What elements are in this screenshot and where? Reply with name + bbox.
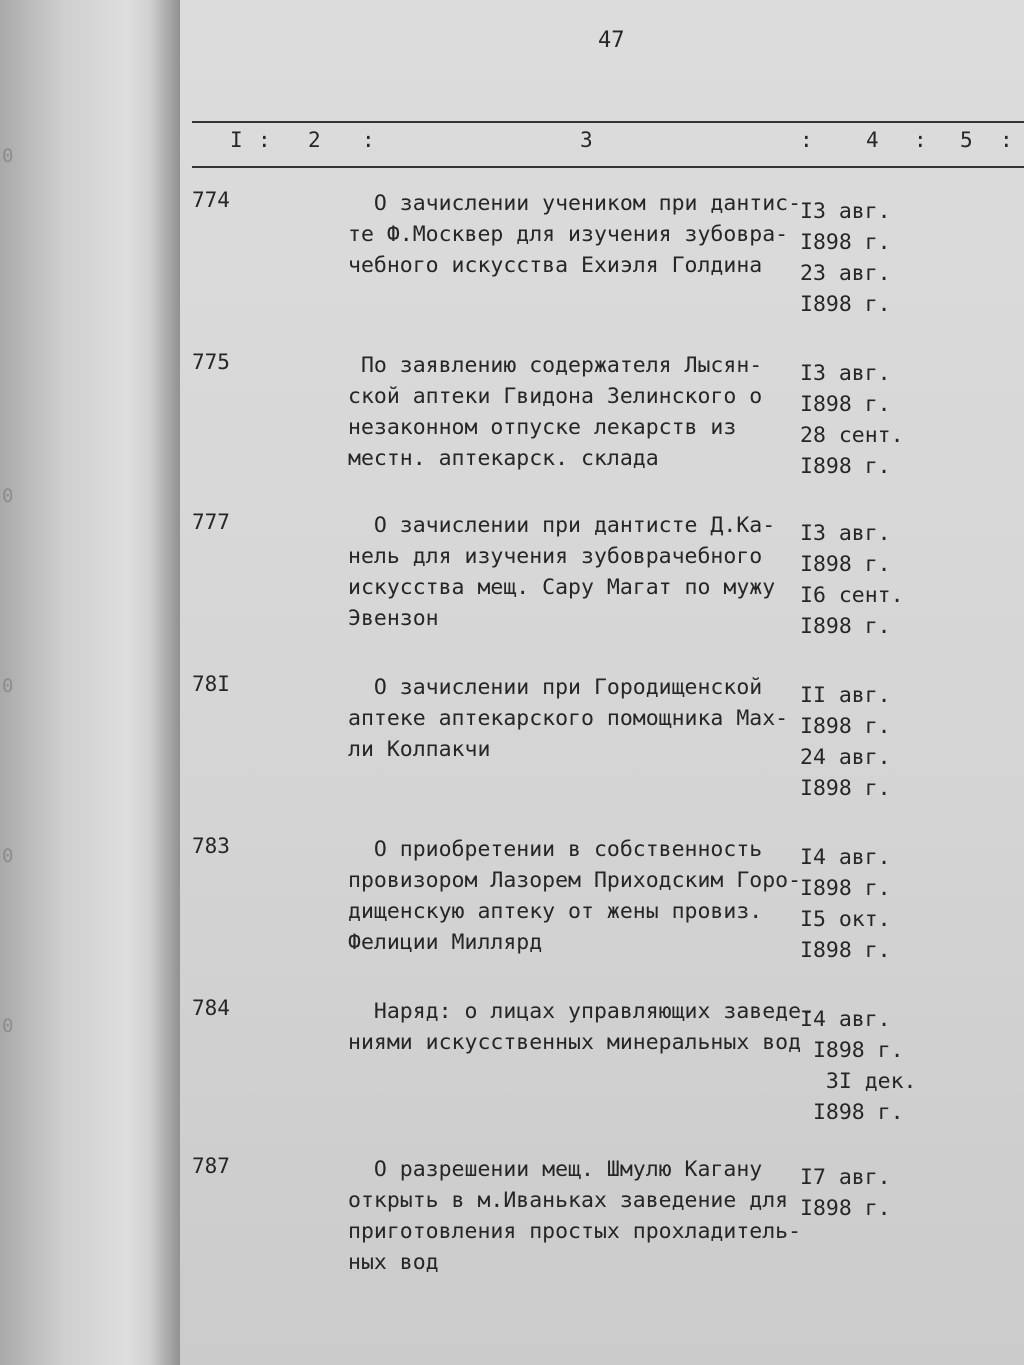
facing-page: [0, 0, 182, 1365]
document-page: [180, 0, 1024, 1365]
entry-dates: II авг. I898 г. 24 авг. I898 г.: [800, 683, 891, 801]
facing-page-text: 0: [2, 145, 25, 167]
entry-number: 787: [192, 1154, 230, 1178]
header-sep: :: [800, 128, 814, 152]
header-col3: 3: [580, 128, 594, 152]
entry-dates: I4 авг. I898 г. I5 окт. I898 г.: [800, 845, 891, 963]
page-number: 47: [598, 28, 625, 53]
page-gutter-shadow: [150, 0, 182, 1365]
facing-page-text: 0: [2, 485, 25, 507]
entry-dates: I3 авг. I898 г. I6 сент. I898 г.: [800, 521, 904, 639]
entry-dates: I7 авг. I898 г.: [800, 1165, 891, 1221]
entry-description: О зачислении учеником при дантис- те Ф.Москвер для изучения зубовра- чебного искусства Ехиэля Голдина: [348, 191, 802, 278]
entry-number: 775: [192, 350, 230, 374]
entry-description: По заявлению содержателя Лысян- ской аптеки Гвидона Зелинского о незаконном отпуске лекарств из местн. аптекарск. склада: [348, 353, 763, 471]
header-col4: 4: [866, 128, 880, 152]
table-header-bottom-rule: [192, 166, 1024, 168]
entry-dates: I3 авг. I898 г. 28 сент. I898 г.: [800, 361, 904, 479]
header-col2: 2: [308, 128, 322, 152]
header-sep: :: [362, 128, 376, 152]
entry-number: 784: [192, 996, 230, 1020]
facing-page-text: 0: [2, 1015, 25, 1037]
entry-description: Наряд: о лицах управляющих заведе- ниями искусственных минеральных вод: [348, 999, 814, 1055]
entry-dates: I3 авг. I898 г. 23 авг. I898 г.: [800, 199, 891, 317]
header-sep: :: [258, 128, 272, 152]
entry-number: 774: [192, 188, 230, 212]
header-col5: 5: [960, 128, 974, 152]
header-sep: :: [914, 128, 928, 152]
entry-description: О приобретении в собственность провизором Лазорем Приходским Горо- дищенскую аптеку от жены провиз. Фелиции Миллярд: [348, 837, 802, 955]
table-header-top-rule: [192, 121, 1024, 123]
entry-number: 777: [192, 510, 230, 534]
entry-dates: I4 авг. I898 г. 3I дек. I898 г.: [800, 1007, 917, 1125]
entry-number: 78I: [192, 672, 230, 696]
entry-description: О зачислении при Городищенской аптеке аптекарского помощника Мах- ли Колпакчи: [348, 675, 789, 762]
header-sep: :: [1000, 128, 1014, 152]
entry-description: О зачислении при дантисте Д.Ка- нель для изучения зубоврачебного искусства мещ. Сару Магат по мужу Эвензон: [348, 513, 776, 631]
entry-number: 783: [192, 834, 230, 858]
facing-page-text: 0: [2, 675, 25, 697]
facing-page-text: 0: [2, 845, 25, 867]
header-col1: I: [230, 128, 244, 152]
entry-description: О разрешении мещ. Шмулю Кагану открыть в м.Иванькаx заведение для приготовления простых прохладитель- ных вод: [348, 1157, 802, 1275]
